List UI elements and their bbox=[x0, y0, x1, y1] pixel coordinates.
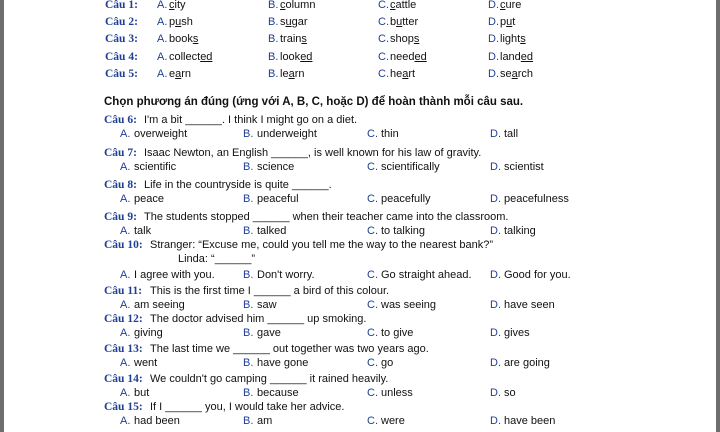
question-row bbox=[0, 210, 720, 225]
option-letter: A. bbox=[120, 161, 131, 173]
underlined-sound: c bbox=[390, 0, 396, 11]
option-letter: B. bbox=[243, 387, 254, 399]
word-prefix: light bbox=[500, 33, 521, 45]
word-suffix: sh bbox=[181, 16, 193, 28]
answer-option[interactable]: because bbox=[257, 387, 299, 399]
option-letter: B. bbox=[268, 68, 279, 80]
option-letter: D. bbox=[488, 33, 499, 45]
underlined-sound: c bbox=[280, 0, 286, 11]
option-letter: D. bbox=[490, 225, 501, 237]
word-suffix: rn bbox=[181, 68, 192, 80]
answer-option[interactable]: so bbox=[504, 387, 516, 399]
option-letter: C. bbox=[378, 16, 389, 28]
word-prefix: land bbox=[500, 51, 521, 63]
question-number: Câu 14: bbox=[104, 373, 143, 385]
option-letter: D. bbox=[490, 327, 501, 339]
pronunciation-row bbox=[0, 50, 720, 65]
option-letter: A. bbox=[157, 51, 168, 63]
option-letter: D. bbox=[488, 0, 499, 11]
word-suffix: rt bbox=[408, 68, 416, 80]
option-letter: C. bbox=[378, 68, 389, 80]
option-word[interactable] bbox=[390, 32, 419, 47]
underlined-sound: s bbox=[413, 33, 420, 45]
option-letter: C. bbox=[367, 299, 378, 311]
option-letter: B. bbox=[243, 357, 254, 369]
option-letter: A. bbox=[120, 327, 131, 339]
option-word[interactable] bbox=[390, 0, 416, 13]
question-text: I'm a bit ______. I think I might go on a diet. bbox=[144, 114, 358, 126]
answer-option[interactable]: gives bbox=[504, 327, 530, 339]
option-letter: D. bbox=[490, 161, 501, 173]
answer-option[interactable]: to give bbox=[381, 327, 414, 339]
answer-option[interactable]: thin bbox=[381, 128, 399, 140]
question-dialogue-line bbox=[0, 252, 720, 267]
option-letter: D. bbox=[490, 357, 501, 369]
option-letter: D. bbox=[490, 299, 501, 311]
question-text: Isaac Newton, an English ______, is well known for his law of gravity. bbox=[144, 147, 482, 159]
option-letter: D. bbox=[488, 16, 499, 28]
option-word[interactable] bbox=[280, 67, 304, 82]
question-row bbox=[0, 400, 720, 415]
answer-option[interactable]: am bbox=[257, 415, 273, 427]
question-text: The last time we ______ out together was two years ago. bbox=[150, 343, 429, 355]
word-suffix: tter bbox=[402, 16, 419, 28]
word-prefix: train bbox=[280, 33, 302, 45]
option-letter: B. bbox=[268, 0, 279, 11]
answer-option[interactable]: but bbox=[134, 387, 150, 399]
question-number: Câu 9: bbox=[104, 211, 137, 223]
option-word[interactable] bbox=[500, 50, 533, 65]
option-letter: A. bbox=[120, 299, 131, 311]
word-suffix: attle bbox=[395, 0, 417, 11]
option-word[interactable] bbox=[500, 67, 533, 82]
underlined-sound: c bbox=[169, 0, 175, 11]
option-letter: C. bbox=[378, 33, 389, 45]
option-word[interactable] bbox=[280, 0, 315, 13]
answer-options-row bbox=[0, 268, 720, 283]
underlined-sound: s bbox=[301, 33, 307, 45]
option-letter: C. bbox=[367, 161, 378, 173]
underlined-sound: ed bbox=[520, 51, 534, 63]
pronunciation-row bbox=[0, 15, 720, 30]
option-letter: B. bbox=[268, 51, 279, 63]
word-suffix: olumn bbox=[285, 0, 316, 11]
instruction-heading: Chọn phương án đúng (ứng với A, B, C, hoặc D) để hoàn thành mỗi câu sau. bbox=[104, 96, 524, 108]
underlined-sound: u bbox=[285, 16, 292, 28]
dialogue-text: Linda: “______” bbox=[178, 253, 256, 265]
question-text: We couldn't go camping ______ it rained heavily. bbox=[150, 373, 389, 385]
option-word[interactable] bbox=[500, 32, 526, 47]
option-word[interactable] bbox=[390, 67, 415, 82]
answer-options-row bbox=[0, 127, 720, 142]
question-number: Câu 12: bbox=[104, 313, 143, 325]
option-word[interactable] bbox=[500, 15, 515, 30]
question-label: Câu 3: bbox=[105, 33, 138, 45]
answer-option[interactable]: Don't worry. bbox=[257, 269, 315, 281]
question-text: If I ______ you, I would take her advice. bbox=[150, 401, 345, 413]
question-number: Câu 13: bbox=[104, 343, 143, 355]
option-letter: C. bbox=[367, 128, 378, 140]
answer-option[interactable]: overweight bbox=[134, 128, 188, 140]
answer-option[interactable]: have been bbox=[504, 415, 556, 427]
answer-option[interactable]: was seeing bbox=[381, 299, 437, 311]
answer-option[interactable]: peacefully bbox=[381, 193, 431, 205]
answer-option[interactable]: have seen bbox=[504, 299, 555, 311]
word-suffix: ure bbox=[505, 0, 522, 11]
option-letter: A. bbox=[120, 225, 131, 237]
answer-options-row bbox=[0, 224, 720, 239]
word-prefix: le bbox=[280, 68, 289, 80]
option-letter: D. bbox=[488, 68, 499, 80]
question-label: Câu 2: bbox=[105, 16, 138, 28]
question-row bbox=[0, 178, 720, 193]
answer-options-row bbox=[0, 192, 720, 207]
question-row bbox=[0, 238, 720, 253]
option-word[interactable] bbox=[169, 15, 193, 30]
question-row bbox=[0, 312, 720, 327]
question-row bbox=[0, 342, 720, 357]
option-word[interactable] bbox=[169, 50, 212, 65]
word-prefix: shop bbox=[390, 33, 414, 45]
answer-option[interactable]: scientifically bbox=[381, 161, 440, 173]
option-letter: A. bbox=[120, 193, 131, 205]
answer-option[interactable]: are going bbox=[504, 357, 550, 369]
option-letter: B. bbox=[243, 225, 254, 237]
question-row bbox=[0, 146, 720, 161]
pronunciation-row bbox=[0, 67, 720, 82]
option-word[interactable] bbox=[169, 32, 198, 47]
answer-option[interactable]: gave bbox=[257, 327, 281, 339]
option-letter: B. bbox=[243, 415, 254, 427]
question-row bbox=[0, 284, 720, 299]
word-prefix: look bbox=[280, 51, 301, 63]
option-letter: C. bbox=[367, 225, 378, 237]
option-letter: C. bbox=[367, 269, 378, 281]
option-letter: C. bbox=[378, 0, 389, 11]
word-prefix: p bbox=[500, 16, 507, 28]
option-letter: A. bbox=[157, 33, 168, 45]
option-letter: B. bbox=[268, 16, 279, 28]
word-suffix: rch bbox=[517, 68, 534, 80]
word-prefix: he bbox=[390, 68, 403, 80]
option-word[interactable] bbox=[169, 0, 186, 13]
option-letter: B. bbox=[243, 299, 254, 311]
answer-option[interactable]: unless bbox=[381, 387, 413, 399]
option-letter: A. bbox=[157, 16, 168, 28]
answer-option[interactable]: were bbox=[381, 415, 405, 427]
option-letter: C. bbox=[367, 357, 378, 369]
underlined-sound: u bbox=[175, 16, 182, 28]
answer-options-row bbox=[0, 160, 720, 175]
option-letter: D. bbox=[490, 193, 501, 205]
option-letter: D. bbox=[490, 269, 501, 281]
option-word[interactable] bbox=[500, 0, 521, 13]
question-number: Câu 6: bbox=[104, 114, 137, 126]
question-text: This is the first time I ______ a bird of this colour. bbox=[150, 285, 390, 297]
answer-option[interactable]: had been bbox=[134, 415, 180, 427]
option-letter: D. bbox=[488, 51, 499, 63]
option-letter: A. bbox=[120, 415, 131, 427]
question-text: The doctor advised him ______ up smoking. bbox=[150, 313, 367, 325]
underlined-sound: u bbox=[506, 16, 513, 28]
option-letter: D. bbox=[490, 128, 501, 140]
option-letter: B. bbox=[243, 269, 254, 281]
answer-option[interactable]: talked bbox=[257, 225, 287, 237]
answer-option[interactable]: peaceful bbox=[257, 193, 299, 205]
answer-option[interactable]: I agree with you. bbox=[134, 269, 215, 281]
underlined-sound: u bbox=[396, 16, 403, 28]
question-label: Câu 1: bbox=[105, 0, 138, 11]
answer-option[interactable]: went bbox=[134, 357, 158, 369]
answer-option[interactable]: peacefulness bbox=[504, 193, 569, 205]
answer-option[interactable]: science bbox=[257, 161, 295, 173]
answer-option[interactable]: Go straight ahead. bbox=[381, 269, 472, 281]
answer-option[interactable]: go bbox=[381, 357, 394, 369]
option-letter: B. bbox=[243, 193, 254, 205]
question-row bbox=[0, 372, 720, 387]
option-letter: C. bbox=[367, 327, 378, 339]
answer-option[interactable]: to talking bbox=[381, 225, 426, 237]
word-prefix: need bbox=[390, 51, 415, 63]
answer-option[interactable]: underweight bbox=[257, 128, 317, 140]
option-letter: C. bbox=[367, 193, 378, 205]
underlined-sound: ed bbox=[200, 51, 213, 63]
answer-options-row bbox=[0, 326, 720, 341]
word-prefix: p bbox=[169, 16, 176, 28]
option-letter: C. bbox=[367, 387, 378, 399]
question-row bbox=[0, 113, 720, 128]
answer-option[interactable]: scientific bbox=[134, 161, 177, 173]
word-prefix: e bbox=[169, 68, 176, 80]
answer-option[interactable]: tall bbox=[504, 128, 519, 140]
option-word[interactable] bbox=[169, 67, 191, 82]
question-number: Câu 15: bbox=[104, 401, 143, 413]
underlined-sound: a bbox=[175, 68, 182, 80]
option-word[interactable] bbox=[390, 50, 427, 65]
word-prefix: b bbox=[390, 16, 397, 28]
underlined-sound: ed bbox=[414, 51, 427, 63]
option-letter: D. bbox=[490, 415, 501, 427]
question-number: Câu 7: bbox=[104, 147, 137, 159]
question-text: Stranger: “Excuse me, could you tell me the way to the nearest bank?” bbox=[150, 239, 494, 251]
option-letter: A. bbox=[120, 269, 131, 281]
answer-option[interactable]: am seeing bbox=[134, 299, 185, 311]
answer-option[interactable]: Good for you. bbox=[504, 269, 571, 281]
answer-option[interactable]: have gone bbox=[257, 357, 309, 369]
option-word[interactable] bbox=[280, 15, 308, 30]
word-prefix: s bbox=[280, 16, 286, 28]
word-prefix: collect bbox=[169, 51, 201, 63]
option-letter: A. bbox=[157, 68, 168, 80]
word-suffix: ity bbox=[174, 0, 186, 11]
option-letter: B. bbox=[243, 161, 254, 173]
answer-options-row bbox=[0, 356, 720, 371]
underlined-sound: a bbox=[288, 68, 295, 80]
answer-option[interactable]: saw bbox=[257, 299, 277, 311]
question-number: Câu 10: bbox=[104, 239, 143, 251]
option-letter: B. bbox=[268, 33, 279, 45]
underlined-sound: s bbox=[520, 33, 526, 45]
option-letter: A. bbox=[120, 357, 131, 369]
underlined-sound: a bbox=[402, 68, 409, 80]
answer-options-row bbox=[0, 298, 720, 313]
underlined-sound: a bbox=[511, 68, 518, 80]
answer-option[interactable]: giving bbox=[134, 327, 163, 339]
option-letter: C. bbox=[378, 51, 389, 63]
option-word[interactable] bbox=[280, 32, 307, 47]
pronunciation-row bbox=[0, 32, 720, 47]
answer-option[interactable]: scientist bbox=[504, 161, 544, 173]
option-word[interactable] bbox=[390, 15, 418, 30]
option-letter: D. bbox=[490, 387, 501, 399]
answer-option[interactable]: peace bbox=[134, 193, 164, 205]
option-word[interactable] bbox=[280, 50, 312, 65]
option-letter: B. bbox=[243, 128, 254, 140]
question-number: Câu 11: bbox=[104, 285, 143, 297]
underlined-sound: s bbox=[192, 33, 199, 45]
word-suffix: gar bbox=[291, 16, 308, 28]
pronunciation-row bbox=[0, 0, 720, 13]
question-label: Câu 5: bbox=[105, 68, 138, 80]
answer-options-row bbox=[0, 414, 720, 429]
answer-options-row bbox=[0, 386, 720, 401]
option-letter: A. bbox=[120, 387, 131, 399]
question-label: Câu 4: bbox=[105, 51, 138, 63]
word-suffix: rn bbox=[294, 68, 305, 80]
question-text: The students stopped ______ when their teacher came into the classroom. bbox=[144, 211, 509, 223]
option-letter: C. bbox=[367, 415, 378, 427]
question-text: Life in the countryside is quite ______. bbox=[144, 179, 332, 191]
word-prefix: book bbox=[169, 33, 193, 45]
answer-option[interactable]: talk bbox=[134, 225, 152, 237]
question-number: Câu 8: bbox=[104, 179, 137, 191]
underlined-sound: ed bbox=[300, 51, 313, 63]
option-letter: A. bbox=[120, 128, 131, 140]
option-letter: A. bbox=[157, 0, 168, 11]
underlined-sound: c bbox=[500, 0, 506, 11]
word-suffix: t bbox=[512, 16, 516, 28]
option-letter: B. bbox=[243, 327, 254, 339]
answer-option[interactable]: talking bbox=[504, 225, 536, 237]
word-prefix: se bbox=[500, 68, 512, 80]
